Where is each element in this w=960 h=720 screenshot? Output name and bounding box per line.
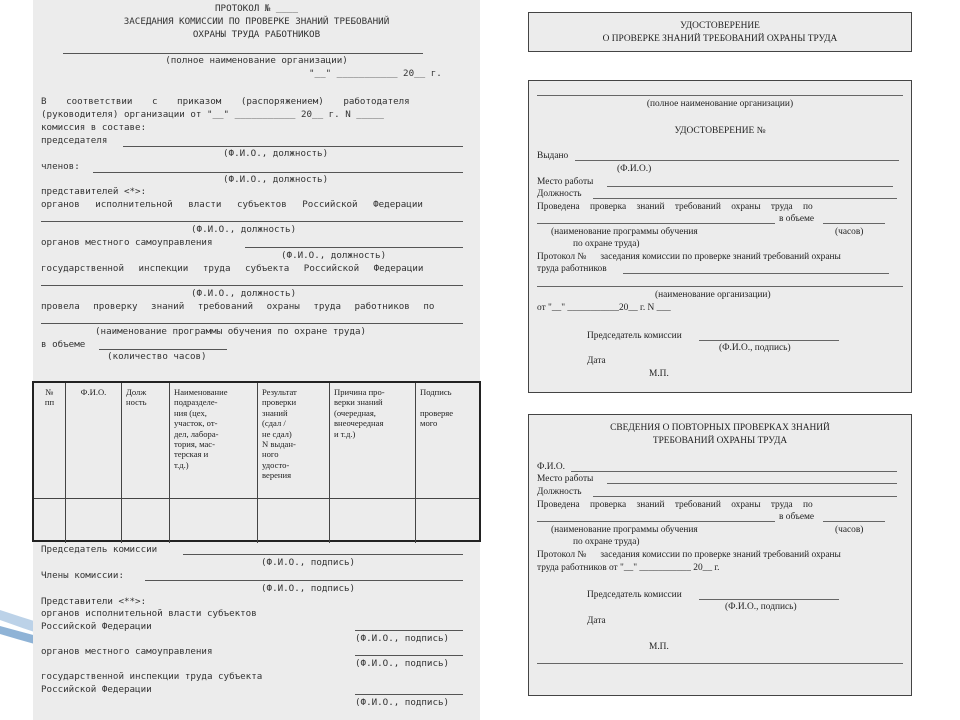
cert-org-hint: (полное наименование организации) (646, 99, 794, 109)
table-cell (330, 499, 416, 543)
label-chairman: Председатель комиссии (41, 544, 158, 555)
protocol-subtitle-2: ОХРАНЫ ТРУДА РАБОТНИКОВ (192, 29, 321, 40)
cert-protocol-label: Протокол № заседания комиссии по проверке знаний требований охраны (537, 252, 841, 262)
label-commission-members: Члены комиссии: (41, 570, 124, 581)
exec-bodies-2-line (355, 630, 463, 631)
certificate-header-subtitle: О ПРОВЕРКЕ ЗНАНИЙ ТРЕБОВАНИЙ ОХРАНЫ ТРУДА (602, 34, 838, 44)
table-cell (416, 499, 479, 543)
hint-program: (наименование программы обучения по охране труда) (95, 326, 367, 337)
repeat-workplace-label: Место работы (537, 474, 594, 484)
cert-date-label: Дата (587, 356, 606, 366)
volume-line (99, 349, 227, 350)
cert-workers-line (623, 273, 889, 274)
repeat-fio-label: Ф.И.О. (537, 462, 565, 472)
repeat-position-label: Должность (537, 487, 582, 497)
protocol-subtitle: ЗАСЕДАНИЯ КОМИССИИ ПО ПРОВЕРКЕ ЗНАНИЙ ТРЕБОВАНИЙ (123, 16, 390, 27)
label-reps: представителей <*>: (41, 186, 147, 197)
cert-check-line (537, 223, 775, 224)
para-order: В соответствии с приказом (распоряжением) работодателя (41, 96, 410, 107)
hint-fio-sign-3: (Ф.И.О., подпись) (355, 633, 450, 644)
cert-from-label: от "__" ___________20__ г. N ___ (537, 303, 671, 313)
cert-position-line (593, 198, 897, 199)
repeat-stamp-label: М.П. (649, 642, 669, 652)
cert-workplace-label: Место работы (537, 177, 594, 187)
repeat-position-line (593, 496, 897, 497)
repeat-program-hint: (наименование программы обучения (551, 525, 698, 535)
repeat-volume-line (823, 521, 885, 522)
cert-fio-sign-hint: (Ф.И.О., подпись) (719, 343, 791, 353)
label-exec-bodies-2b: Российской Федерации (41, 621, 152, 632)
cert-issued-label: Выдано (537, 151, 569, 161)
cert-issued-line (575, 160, 899, 161)
cert-volume-label: в объеме (779, 214, 815, 224)
cert-chairman-label: Председатель комиссии (587, 331, 682, 341)
hint-fio-sign: (Ф.И.О., подпись) (261, 557, 356, 568)
table-cell (170, 499, 258, 543)
repeat-workplace-line (607, 483, 897, 484)
th-department: Наименование подразделе- ния (цех, участок, от- дел, лабора- тория, мас- терская и т.д.) (170, 383, 258, 498)
protocol-document (33, 0, 480, 720)
label-exec-bodies: органов исполнительной власти субъектов Российской Федерации (41, 199, 423, 210)
label-local-gov: органов местного самоуправления (41, 237, 213, 248)
cert-title: УДОСТОВЕРЕНИЕ № (674, 126, 766, 136)
repeat-fio-sign-hint: (Ф.И.О., подпись) (725, 602, 797, 612)
repeat-chairman-line (699, 599, 839, 600)
org-name-line (537, 95, 903, 96)
repeat-protocol-label: Протокол № заседания комиссии по проверке знаний требований охраны (537, 550, 841, 560)
label-members: членов: (41, 161, 80, 172)
org-hint: (полное наименование организации) (165, 55, 348, 66)
th-fio: Ф.И.О. (66, 383, 122, 498)
cert-stamp-label: М.П. (649, 369, 669, 379)
certificate-header-title: УДОСТОВЕРЕНИЕ (680, 21, 760, 31)
cert-fio-hint: (Ф.И.О.) (617, 164, 652, 174)
cert-org-line (537, 286, 903, 287)
org-name-line (63, 53, 423, 54)
chair-line (123, 146, 463, 147)
cert-program-hint: (наименование программы обучения (551, 227, 698, 237)
para-commission: комиссия в составе: (41, 122, 147, 133)
th-reason: Причина про- верки знаний (очередная, внеочередная и т.д.) (330, 383, 416, 498)
cert-workers-label: труда работников (537, 264, 607, 274)
repeat-check-line (537, 521, 775, 522)
repeat-hours-hint: (часов) (835, 525, 864, 535)
hint-fio-pos-2: (Ф.И.О., должность) (223, 174, 329, 185)
repeat-check-label: Проведена проверка знаний требований охраны труда по (537, 500, 813, 510)
chairman-line (183, 554, 463, 555)
cert-volume-line (823, 223, 885, 224)
certificate-header (528, 12, 912, 52)
table-cell (66, 499, 122, 543)
label-conducted: провела проверку знаний требований охраны труда работников по (41, 301, 435, 312)
state-insp-2-line (355, 694, 463, 695)
para-order-2: (руководителя) организации от "__" ___________ 20__ г. N _____ (41, 109, 384, 120)
label-state-insp-2a: государственной инспекции труда субъекта (41, 671, 263, 682)
repeat-checks-form (528, 414, 912, 696)
cert-check-label: Проведена проверка знаний требований охраны труда по (537, 202, 813, 212)
cert-org-name-hint: (наименование организации) (655, 290, 771, 300)
repeat-subtitle: ТРЕБОВАНИЙ ОХРАНЫ ТРУДА (652, 436, 788, 446)
label-chair: председателя (41, 135, 108, 146)
th-number: № пп (34, 383, 66, 498)
repeat-program-hint-2: по охране труда) (573, 537, 640, 547)
repeat-workers-label: труда работников от "__" ___________ 20__ г. (537, 563, 720, 573)
protocol-date: "__" ___________ 20__ г. (309, 68, 442, 79)
repeat-bottom-line (537, 663, 903, 664)
hint-fio-pos: (Ф.И.О., должность) (223, 148, 329, 159)
hint-fio-sign-4: (Ф.И.О., подпись) (355, 658, 450, 669)
hint-fio-sign-2: (Ф.И.О., подпись) (261, 583, 356, 594)
label-volume: в объеме (41, 339, 86, 350)
hint-fio-pos-3: (Ф.И.О., должность) (191, 224, 297, 235)
cert-chairman-line (699, 340, 839, 341)
commission-members-line (145, 580, 463, 581)
table-row (34, 498, 479, 543)
exec-bodies-line (41, 221, 463, 222)
protocol-title: ПРОТОКОЛ № ____ (215, 3, 298, 14)
repeat-volume-label: в объеме (779, 512, 815, 522)
local-gov-2-line (355, 655, 463, 656)
hint-hours: (количество часов) (107, 351, 207, 362)
cert-hours-hint: (часов) (835, 227, 864, 237)
repeat-fio-line (571, 471, 897, 472)
table-cell (122, 499, 170, 543)
hint-fio-pos-5: (Ф.И.О., должность) (191, 288, 297, 299)
protocol-table (32, 381, 481, 542)
state-insp-line (41, 285, 463, 286)
certificate-form (528, 80, 912, 393)
cert-program-hint-2: по охране труда) (573, 239, 640, 249)
repeat-chairman-label: Председатель комиссии (587, 590, 682, 600)
repeat-date-label: Дата (587, 616, 606, 626)
hint-fio-pos-4: (Ф.И.О., должность) (281, 250, 387, 261)
table-cell (258, 499, 330, 543)
th-position: Долж ность (122, 383, 170, 498)
program-line (41, 323, 463, 324)
label-state-insp: государственной инспекции труда субъекта Российской Федерации (41, 263, 424, 274)
table-cell (34, 499, 66, 543)
cert-workplace-line (607, 186, 893, 187)
label-state-insp-2b: Российской Федерации (41, 684, 152, 695)
repeat-title: СВЕДЕНИЯ О ПОВТОРНЫХ ПРОВЕРКАХ ЗНАНИЙ (610, 423, 830, 433)
cert-position-label: Должность (537, 189, 582, 199)
local-gov-line (245, 247, 463, 248)
label-exec-bodies-2a: органов исполнительной власти субъектов (41, 608, 257, 619)
th-result: Результат проверки знаний (сдал / не сдал) N выдан- ного удосто- верения (258, 383, 330, 498)
label-local-gov-2: органов местного самоуправления (41, 646, 213, 657)
hint-fio-sign-5: (Ф.И.О., подпись) (355, 697, 450, 708)
members-line (93, 172, 463, 173)
label-reps-2: Представители <**>: (41, 596, 147, 607)
th-signature: Подпись проверяе мого (420, 387, 454, 429)
